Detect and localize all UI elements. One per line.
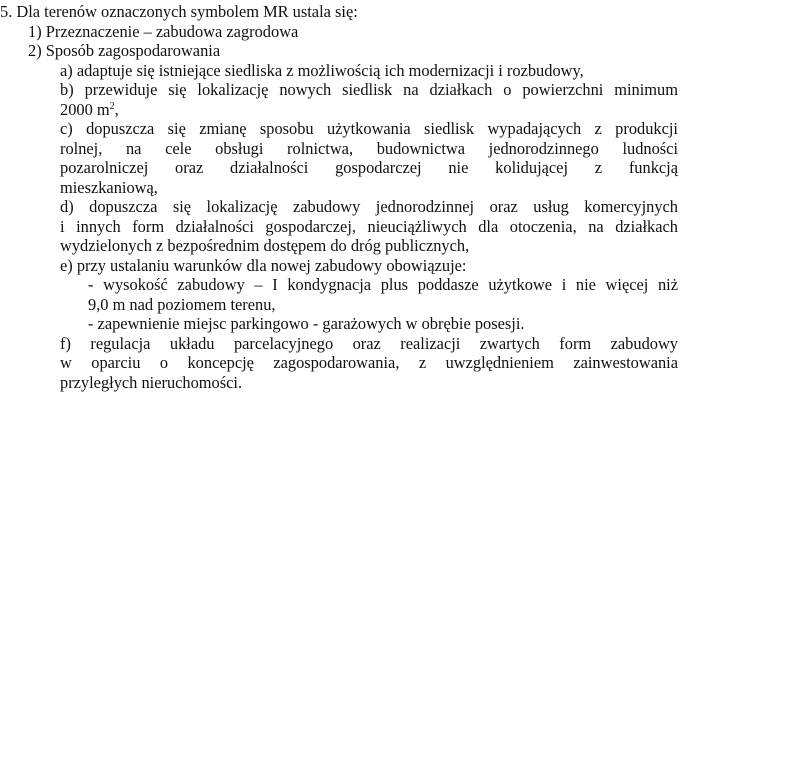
point-b-line-1: b) przewiduje się lokalizację nowych siedlisk na działkach o powierzchni minimum — [60, 80, 678, 99]
point-e-dash-1-line-1: - wysokość zabudowy – I kondygnacja plus poddasze użytkowe i nie więcej niż — [88, 275, 678, 294]
point-e-line-1: e) przy ustalaniu warunków dla nowej zabudowy obowiązuje: — [60, 255, 467, 275]
point-c-line-3: pozarolniczej oraz działalności gospodarczej nie kolidującej z funkcją — [60, 158, 678, 177]
point-c — [60, 119, 678, 197]
point-b — [60, 80, 678, 119]
point-b-area-value: 2000 m — [60, 99, 110, 119]
point-c-line-2: rolnej, na cele obsługi rolnictwa, budownictwa jednorodzinnego ludności — [60, 138, 678, 158]
item-1-purpose: 1) Przeznaczenie – zabudowa zagrodowa — [28, 21, 299, 41]
point-d-line-2: i innych form działalności gospodarczej, nieuciążliwych dla otoczenia, na działkach — [60, 216, 678, 236]
item-2-development-method: 2) Sposób zagospodarowania — [28, 41, 221, 60]
point-a-text: a) adaptuje się istniejące siedliska z możliwością ich modernizacji i rozbudowy, — [60, 60, 584, 80]
section-heading: 5. Dla terenów oznaczonych symbolem MR ustala się: — [0, 2, 358, 21]
point-e-dash-2: - zapewnienie miejsc parkingowo - garażowych w obrębie posesji. — [88, 314, 525, 333]
point-f — [60, 334, 678, 393]
point-d-line-3: wydzielonych z bezpośrednim dostępem do dróg publicznych, — [60, 236, 470, 255]
point-d-line-1: d) dopuszcza się lokalizację zabudowy jednorodzinnej oraz usług komercyjnych — [60, 197, 678, 216]
point-f-line-1: f) regulacja układu parcelacyjnego oraz realizacji zwartych form zabudowy — [60, 333, 678, 353]
point-e-dash-height — [88, 275, 678, 314]
point-e-dash-parking — [88, 314, 678, 334]
point-e — [60, 256, 678, 276]
document-body — [0, 2, 800, 392]
point-d — [60, 197, 678, 256]
point-a — [60, 61, 678, 81]
point-b-area-exponent: 2 — [109, 100, 115, 112]
point-e-dash-1-line-2: 9,0 m nad poziomem terenu, — [88, 294, 276, 314]
point-c-line-4: mieszkaniową, — [60, 177, 158, 197]
point-c-line-1: c) dopuszcza się zmianę sposobu użytkowania siedlisk wypadających z produkcji — [60, 119, 678, 138]
point-b-line-2 — [60, 100, 678, 120]
point-f-line-3: przyległych nieruchomości. — [60, 372, 243, 392]
point-f-line-2: w oparciu o koncepcję zagospodarowania, z uwzględnieniem zainwestowania — [60, 353, 678, 372]
point-b-line-end: , — [114, 99, 119, 119]
